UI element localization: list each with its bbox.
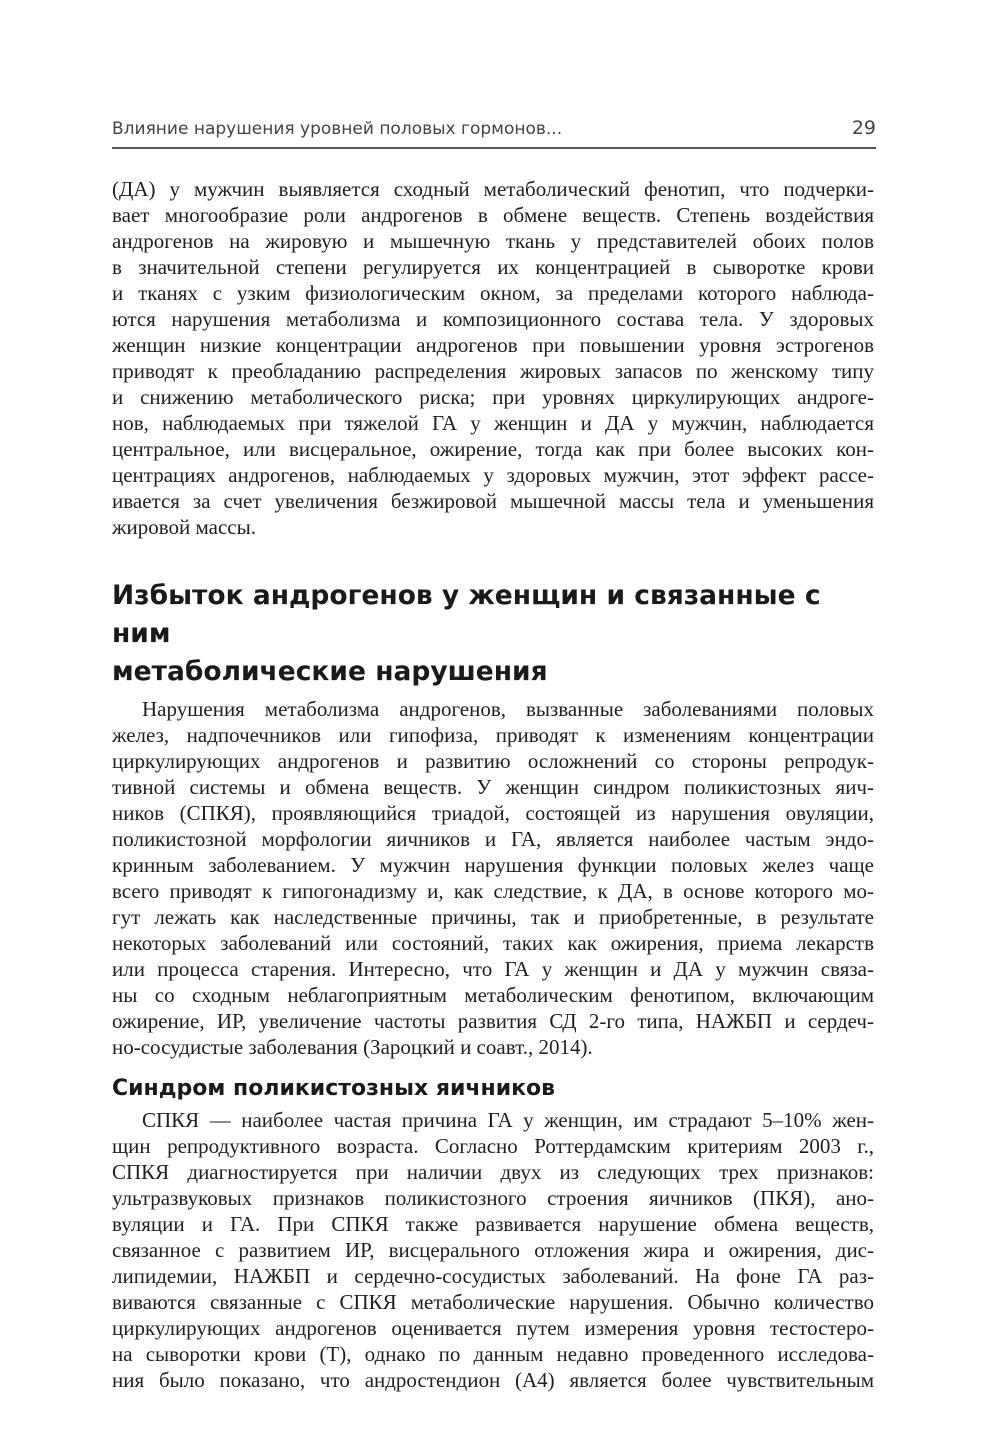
text-line: ются нарушения метаболизма и композиционного состава тела. У здоровых [112, 307, 874, 331]
text-line: ивается за счет увеличения безжировой мышечной массы тела и уменьшения [112, 489, 874, 513]
text-line: в значительной степени регулируется их концентрацией в сыворотке крови [112, 255, 874, 279]
text-line: и тканях с узким физиологическим окном, за пределами которого наблюда- [112, 281, 874, 305]
text-line: ультразвуковых признаков поликистозного строения яичников (ПКЯ), ано- [112, 1186, 874, 1210]
text-line: женщин низкие концентрации андрогенов при повышении уровня эстрогенов [112, 333, 874, 357]
text-line: вуляции и ГА. При СПКЯ также развивается нарушение обмена веществ, [112, 1212, 874, 1236]
text-line: нов, наблюдаемых при тяжелой ГА у женщин и ДА у мужчин, наблюдается [112, 411, 874, 435]
intro-paragraph [112, 176, 874, 540]
running-header [112, 113, 876, 149]
text-line: СПКЯ диагностируется при наличии двух из следующих трех признаков: [112, 1160, 874, 1184]
page-number: 29 [851, 117, 876, 139]
text-line: гут лежать как наследственные причины, так и приобретенные, в результате [112, 905, 874, 929]
subsection-heading: Синдром поликистозных яичников [112, 1076, 556, 1101]
text-line: виваются связанные с СПКЯ метаболические нарушения. Обычно количество [112, 1290, 874, 1314]
text-line: кринным заболеванием. У мужчин нарушения функции половых желез чаще [112, 853, 874, 877]
text-line: щин репродуктивного возраста. Согласно Роттердамским критериям 2003 г., [112, 1134, 874, 1158]
text-line: ников (СПКЯ), проявляющийся триадой, состоящей из нарушения овуляции, [112, 801, 874, 825]
text-line: циркулирующих андрогенов и развитию осложнений со стороны репродук- [112, 749, 874, 773]
text-line: всего приводят к гипогонадизму и, как следствие, к ДА, в основе которого мо- [112, 879, 874, 903]
text-line: или процесса старения. Интересно, что ГА у женщин и ДА у мужчин связа- [112, 957, 874, 981]
page-content [112, 176, 874, 1393]
text-line: центральное, или висцеральное, ожирение, тогда как при более высоких кон- [112, 437, 874, 461]
text-line: ния было показано, что андростендион (А4) является более чувствительным [112, 1368, 874, 1392]
section-heading [112, 577, 874, 691]
section-paragraph [112, 696, 874, 1060]
text-line: циркулирующих андрогенов оценивается путем измерения уровня тестостеро- [112, 1316, 874, 1340]
text-line: некоторых заболеваний или состояний, таких как ожирения, приема лекарств [112, 931, 874, 955]
text-line: связанное с развитием ИР, висцерального отложения жира и ожирения, дис- [112, 1238, 874, 1262]
text-line: (ДА) у мужчин выявляется сходный метаболический фенотип, что подчерки- [112, 177, 874, 201]
text-line: ны со сходным неблагоприятным метаболическим фенотипом, включающим [112, 983, 874, 1007]
text-line: андрогенов на жировую и мышечную ткань у представителей обоих полов [112, 229, 874, 253]
text-line: поликистозной морфологии яичников и ГА, является наиболее частым эндо- [112, 827, 874, 851]
text-line: на сыворотки крови (Т), однако по данным недавно проведенного исследова- [112, 1342, 874, 1366]
section-heading-line: Избыток андрогенов у женщин и связанные с ним [112, 580, 821, 649]
text-line: жировой массы. [112, 515, 256, 539]
section-heading-line: метаболические нарушения [112, 656, 548, 687]
text-line: Нарушения метаболизма андрогенов, вызванные заболеваниями половых [142, 697, 874, 721]
text-line: приводят к преобладанию распределения жировых запасов по женскому типу [112, 359, 874, 383]
text-line: центрациях андрогенов, наблюдаемых у здоровых мужчин, этот эффект рассе- [112, 463, 874, 487]
text-line: желез, надпочечников или гипофиза, приводят к изменениям концентрации [112, 723, 874, 747]
text-line: тивной системы и обмена веществ. У женщин синдром поликистозных яич- [112, 775, 874, 799]
text-line: но-сосудистые заболевания (Зароцкий и соавт., 2014). [112, 1035, 593, 1059]
subsection-paragraph [112, 1107, 874, 1393]
running-title: Влияние нарушения уровней половых гормонов... [112, 119, 563, 139]
text-line: вает многообразие роли андрогенов в обмене веществ. Степень воздействия [112, 203, 874, 227]
text-line: и снижению метаболического риска; при уровнях циркулирующих андроге- [112, 385, 874, 409]
text-line: ожирение, ИР, увеличение частоты развития СД 2-го типа, НАЖБП и сердеч- [112, 1009, 874, 1033]
text-line: липидемии, НАЖБП и сердечно-сосудистых заболеваний. На фоне ГА раз- [112, 1264, 874, 1288]
text-line: СПКЯ — наиболее частая причина ГА у женщин, им страдают 5–10% жен- [142, 1108, 874, 1132]
